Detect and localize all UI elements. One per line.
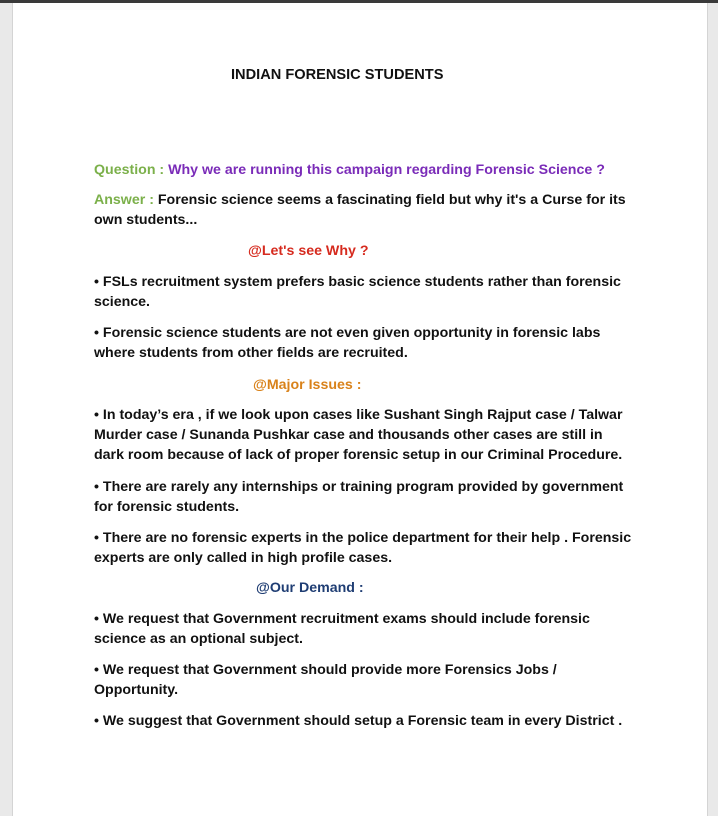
- answer-label: Answer :: [94, 192, 154, 208]
- demand-bullet-3: • We suggest that Government should setup a Forensic team in every District .: [94, 713, 623, 729]
- question-text: Why we are running this campaign regarding Forensic Science ?: [168, 162, 605, 178]
- issues-bullet-3: • There are no forensic experts in the police department for their help . Forensic experts are only called in high profile cases.: [94, 530, 632, 566]
- demand-bullet-2: • We request that Government should provide more Forensics Jobs / Opportunity.: [94, 662, 557, 698]
- issues-bullet-2: • There are rarely any internships or training program provided by government for forensic students.: [94, 479, 624, 515]
- question-label: Question :: [94, 162, 165, 178]
- answer-paragraph: [94, 190, 634, 230]
- question-line: [94, 160, 634, 180]
- answer-text: Forensic science seems a fascinating field but why it's a Curse for its own students...: [94, 192, 626, 228]
- why-bullet-2: • Forensic science students are not even given opportunity in forensic labs where students from other fields are recruited.: [94, 325, 601, 361]
- document-page: [12, 3, 708, 816]
- why-heading: @Let's see Why ?: [248, 243, 369, 259]
- demand-bullet-1: • We request that Government recruitment exams should include forensic science as an optional subject.: [94, 611, 590, 647]
- demand-heading: @Our Demand :: [256, 580, 364, 596]
- issues-heading: @Major Issues :: [253, 377, 362, 393]
- issues-bullet-1: • In today’s era , if we look upon cases like Sushant Singh Rajput case / Talwar Murder case / Sunanda Pushkar case and thousands other cases are still in dark room because of lack of proper forensic setup in our Criminal Procedure.: [94, 407, 623, 463]
- why-bullet-1: • FSLs recruitment system prefers basic science students rather than forensic science.: [94, 274, 621, 310]
- document-title: INDIAN FORENSIC STUDENTS: [231, 67, 444, 83]
